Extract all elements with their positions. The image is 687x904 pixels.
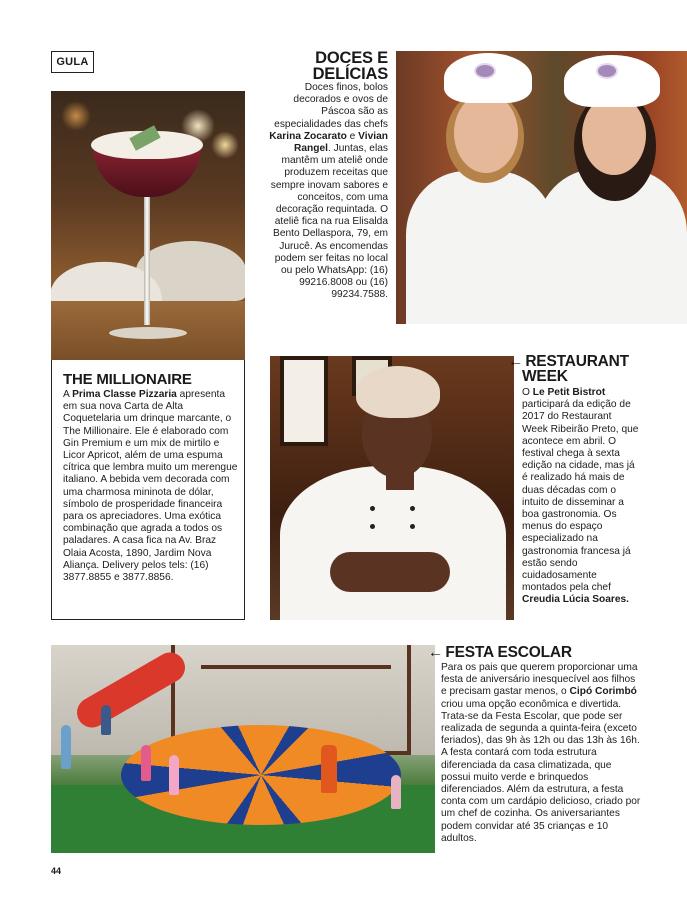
chef-name-vivian: Vivian Rangel <box>294 130 388 155</box>
millionaire-title: THE MILLIONAIRE <box>63 371 192 388</box>
photo-chefs-karina-vivian <box>396 51 687 324</box>
festa-escolar-body: Para os pais que querem proporcionar uma festa de aniversário inesquecível aos filhos e precisam gastar menos, o Cipó Corimbó criou uma opção econômica e divertida. Trata-se da Festa Escolar, que pode ser realizada de segunda a quinta-feira (exceto feriados), das 9h às 12h ou das 13h às 16h. A festa contará com toda estrutura diferenciada da casa climatizada, que possui muito verde e brinquedos diferenciados. Além da estrutura, a festa conta com um cardápio delicioso, criado por um chef de cozinha. Os aniversariantes podem convidar até 35 crianças e 10 adultos. <box>441 662 641 844</box>
millionaire-body: A Prima Classe Pizzaria apresenta em sua nova Carta de Alta Coquetelaria um drinque marcante, o The Millionaire. Ele é elaborado com Gin Premium e um mix de mirtilo e Licor Apricot, além de uma espuma cítrica que lembra muito um merengue italiano. A bebida vem decorada com uma charmosa mininota de dólar, símbolo de prosperidade financeira para os apreciadores. Uma exótica combinação que agrada a todos os paladares. A casa fica na Av. Braz Olaia Acosta, 1890, Jardim Nova Aliança. Delivery pelos tels: (16) 3877.8855 e 3877.8856. <box>63 389 238 584</box>
place-le-petit-bistrot: Le Petit Bistrot <box>532 387 606 398</box>
chef-name-creudia: Creudia Lúcia Soares. <box>522 594 630 606</box>
arrow-left-icon: ← <box>428 644 444 661</box>
place-prima-classe: Prima Classe Pizzaria <box>72 389 177 400</box>
photo-cocktail <box>51 91 245 360</box>
restaurant-week-body: O Le Petit Bistrot participará da edição de 2017 do Restaurant Week Ribeirão Preto, que acontece em abril. O festival chega à sexta edição na cidade, mas já é realizado há mais de duas décadas com o intuito de disseminar a boa gastronomia. Os menus do espaço especializado na gastronomia francesa já estão sendo cuidadosamente montados pela chef Creudia Lúcia Soares. <box>522 387 639 606</box>
restaurant-week-title: ← RESTAURANT WEEK <box>508 353 629 385</box>
section-tag: GULA <box>51 51 94 73</box>
page-number: 44 <box>51 866 62 876</box>
photo-festa-escolar <box>51 645 435 853</box>
doces-title: DOCES E DELÍCIAS <box>312 49 388 83</box>
chef-name-karina: Karina Zocarato <box>269 130 347 142</box>
festa-escolar-title: ← FESTA ESCOLAR <box>428 644 572 661</box>
place-cipo-corimbo: Cipó Corimbó <box>569 686 637 698</box>
photo-chef-creudia <box>270 356 514 620</box>
arrow-left-icon: ← <box>508 353 524 370</box>
doces-body: Doces finos, bolos decorados e ovos de Páscoa são as especialidades das chefs Karina Zocarato e Vivian Rangel. Juntas, elas mantêm um ateliê onde produzem receitas que sempre inovam sabores e conceitos, com uma decoração requintada. O ateliê fica na rua Elisalda Bento Dellaspora, 79, em Jurucê. As encomendas podem ser feitas no local ou pelo WhatsApp: (16) 99216.8008 ou (16) 99234.7588. <box>269 82 388 301</box>
